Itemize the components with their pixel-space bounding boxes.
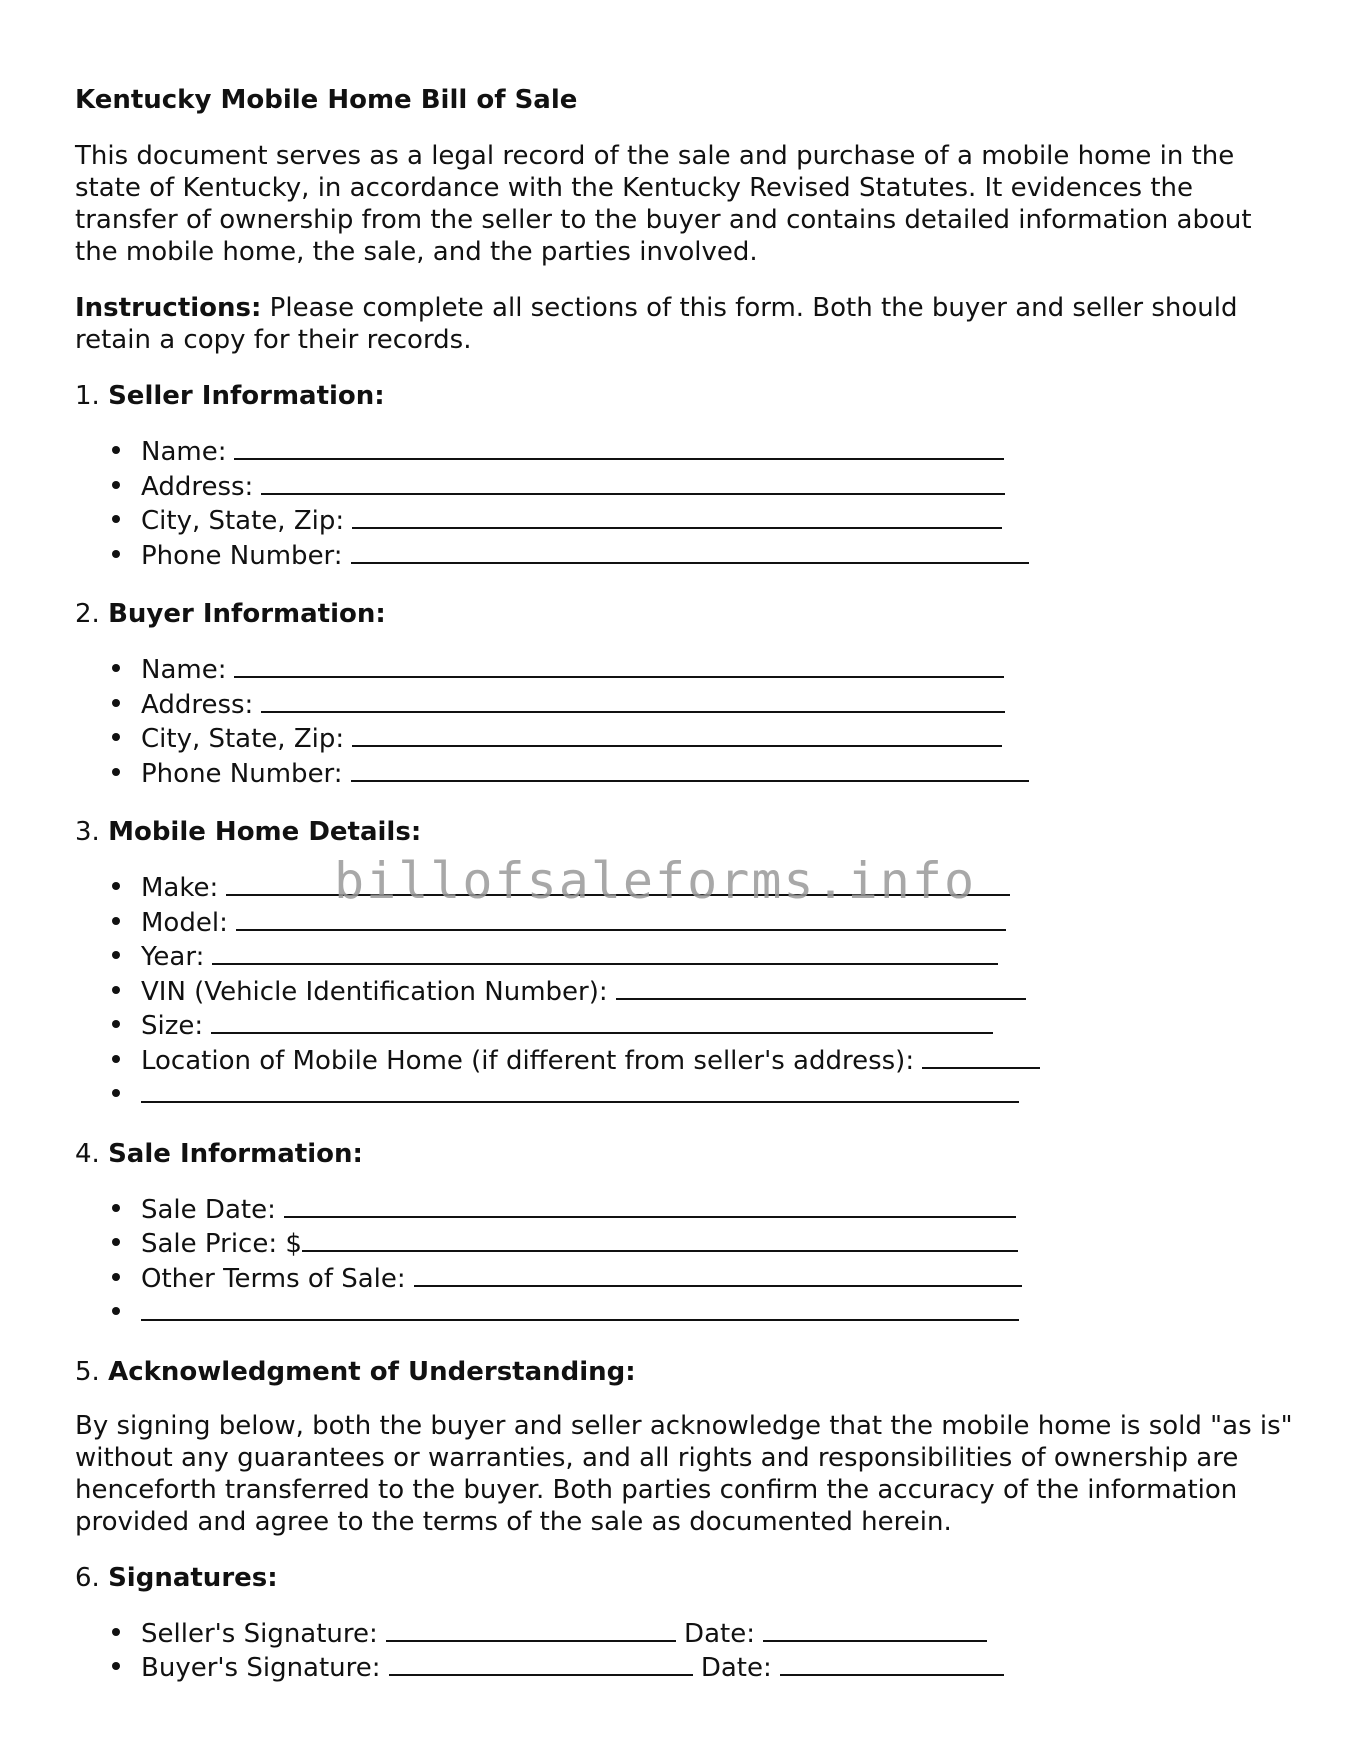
home-make-field: Make:	[141, 870, 1295, 905]
blank-line[interactable]	[284, 1192, 1016, 1218]
ack-paragraph: By signing below, both the buyer and seller acknowledge that the mobile home is sold "as is" without any guarantees or warranties, and all rights and responsibilities of ownership are henceforth transferred to the buyer. Both parties confirm the accuracy of the information provided and agree to the terms of the sale as documented herein.	[75, 1410, 1293, 1537]
blank-line[interactable]	[352, 503, 1002, 529]
buyer-section-heading	[75, 598, 1295, 630]
sale-price-field: Sale Price: $	[141, 1226, 1295, 1261]
blank-line[interactable]	[414, 1261, 1022, 1287]
home-vin-field: VIN (Vehicle Identification Number):	[141, 974, 1295, 1009]
blank-line[interactable]	[261, 687, 1005, 713]
sale-fields	[75, 1192, 1295, 1330]
section-number: 6.	[75, 1562, 100, 1593]
section-title: Acknowledgment of Understanding:	[108, 1356, 636, 1387]
sale-section-heading	[75, 1138, 1295, 1170]
blank-line[interactable]	[302, 1226, 1018, 1252]
home-location-continued	[141, 1077, 1295, 1112]
buyer-fields	[75, 652, 1295, 790]
seller-address-field: Address:	[141, 469, 1295, 504]
blank-line[interactable]	[234, 434, 1004, 460]
blank-line[interactable]	[389, 1650, 693, 1676]
blank-line[interactable]	[351, 538, 1029, 564]
instructions-paragraph	[75, 292, 1295, 356]
watermark: billofsaleforms.info	[334, 852, 977, 910]
intro-paragraph: This document serves as a legal record of the sale and purchase of a mobile home in the state of Kentucky, in accordance with the Kentucky Revised Statutes. It evidences the transfer of ownership from the seller to the buyer and contains detailed information about the mobile home, the sale, and the parties involved.	[75, 141, 1252, 267]
date-label: Date:	[684, 1618, 755, 1649]
blank-line[interactable]	[616, 974, 1026, 1000]
seller-phone-field: Phone Number:	[141, 538, 1295, 573]
blank-line[interactable]	[211, 1008, 993, 1034]
blank-line[interactable]	[212, 939, 998, 965]
seller-name-field: Name:	[141, 434, 1295, 469]
sale-date-field: Sale Date:	[141, 1192, 1295, 1227]
date-label: Date:	[700, 1653, 772, 1683]
section-title: Mobile Home Details:	[108, 817, 422, 847]
blank-line[interactable]	[763, 1616, 987, 1642]
blank-line[interactable]	[922, 1043, 1040, 1069]
section-title: Sale Information:	[108, 1138, 363, 1169]
buyer-city-field: City, State, Zip:	[141, 721, 1295, 756]
blank-line[interactable]	[261, 469, 1005, 495]
sale-terms-field: Other Terms of Sale:	[141, 1261, 1295, 1296]
buyer-name-field: Name:	[141, 652, 1295, 687]
buyer-address-field: Address:	[141, 687, 1295, 722]
section-number: 3.	[75, 817, 100, 847]
home-size-field: Size:	[141, 1008, 1295, 1043]
home-location-field: Location of Mobile Home (if different from seller's address):	[141, 1043, 1295, 1078]
blank-line[interactable]	[141, 1295, 1019, 1321]
home-section-heading	[75, 816, 1295, 848]
section-number: 1.	[75, 381, 100, 411]
seller-fields	[75, 434, 1295, 572]
section-title: Buyer Information:	[108, 599, 386, 629]
signatures-section-heading	[75, 1562, 1295, 1594]
ack-section-heading	[75, 1356, 1295, 1388]
instructions-label: Instructions:	[75, 293, 262, 323]
blank-line[interactable]	[386, 1616, 676, 1642]
sale-terms-continued	[141, 1295, 1295, 1330]
seller-signature-field: Seller's Signature: Date:	[141, 1616, 1295, 1651]
section-title: Seller Information:	[108, 381, 385, 411]
instructions-text: Please complete all sections of this form. Both the buyer and seller should retain a copy for their records.	[75, 293, 1238, 355]
section-number: 5.	[75, 1356, 100, 1387]
blank-line[interactable]	[234, 652, 1004, 678]
document-title: Kentucky Mobile Home Bill of Sale	[75, 85, 578, 115]
blank-line[interactable]	[141, 1077, 1019, 1103]
blank-line[interactable]	[351, 756, 1029, 782]
signature-fields	[75, 1616, 1295, 1685]
home-year-field: Year:	[141, 939, 1295, 974]
blank-line[interactable]	[780, 1650, 1004, 1676]
section-number: 4.	[75, 1138, 100, 1169]
section-number: 2.	[75, 599, 100, 629]
buyer-signature-field: Buyer's Signature: Date:	[141, 1650, 1295, 1685]
home-model-field: Model:	[141, 905, 1295, 940]
seller-section-heading	[75, 380, 1295, 412]
seller-city-field: City, State, Zip:	[141, 503, 1295, 538]
blank-line[interactable]	[352, 721, 1002, 747]
buyer-phone-field: Phone Number:	[141, 756, 1295, 791]
section-title: Signatures:	[108, 1562, 278, 1593]
